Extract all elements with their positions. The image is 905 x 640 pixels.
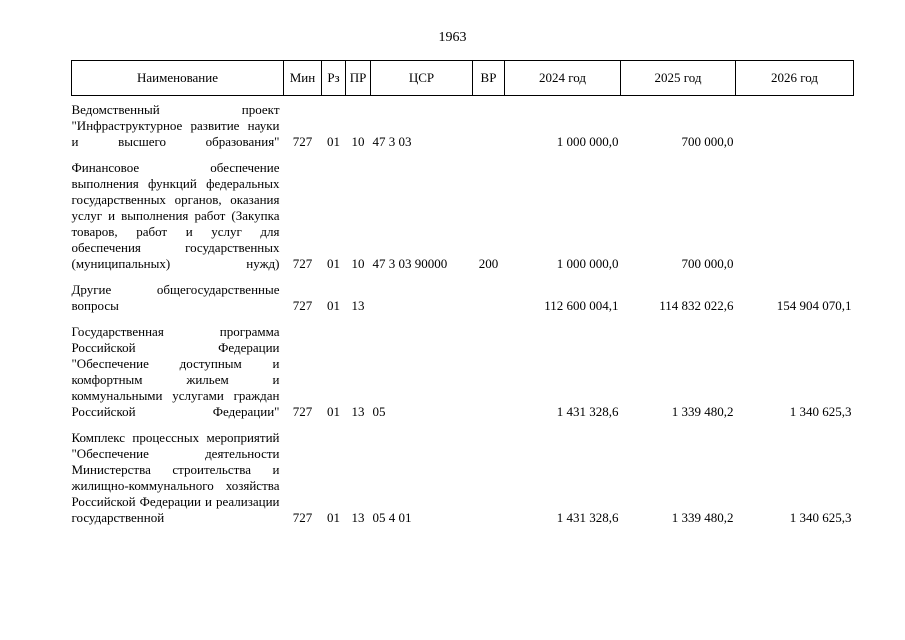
row-2024: 1 431 328,6 bbox=[556, 510, 619, 525]
table-header-row bbox=[72, 61, 854, 96]
row-2025: 700 000,0 bbox=[681, 256, 734, 271]
col-header-min: Мин bbox=[284, 61, 322, 96]
row-2025: 700 000,0 bbox=[681, 134, 734, 149]
row-2026 bbox=[736, 156, 854, 278]
col-header-pr: ПР bbox=[346, 61, 371, 96]
row-2026: 1 340 625,3 bbox=[789, 404, 852, 419]
table-row bbox=[72, 156, 854, 278]
row-vr bbox=[473, 96, 505, 157]
row-2024: 112 600 004,1 bbox=[544, 298, 619, 313]
col-header-2025: 2025 год bbox=[621, 61, 736, 96]
row-pr: 13 bbox=[351, 510, 365, 525]
row-name: Ведомственный проект "Инфраструктурное развитие науки и высшего образования" bbox=[71, 102, 280, 149]
row-min: 727 bbox=[292, 256, 313, 271]
table-row bbox=[72, 426, 854, 532]
col-header-vr: ВР bbox=[473, 61, 505, 96]
row-min: 727 bbox=[292, 134, 313, 149]
page-number: 1963 bbox=[438, 30, 467, 45]
row-2026 bbox=[736, 96, 854, 157]
row-name: Государственная программа Российской Федерации "Обеспечение доступным и комфортным жильем и коммунальными услугами граждан Российской Федерации" bbox=[71, 324, 280, 419]
row-rz: 01 bbox=[327, 134, 340, 149]
table-row bbox=[72, 320, 854, 426]
row-pr: 10 bbox=[351, 256, 365, 271]
row-name: Финансовое обеспечение выполнения функций федеральных государственных органов, оказания услуг и выполнения работ (Закупка товаров, работ и услуг для обеспечения государственных (муниципальных) нужд) bbox=[71, 160, 280, 271]
row-vr bbox=[473, 426, 505, 532]
row-2025: 114 832 022,6 bbox=[659, 298, 734, 313]
row-name: Комплекс процессных мероприятий "Обеспечение деятельности Министерства строительства и жилищно-коммунального хозяйства Российской Федерации и реализации государственной bbox=[71, 430, 280, 525]
row-2024: 1 000 000,0 bbox=[556, 256, 619, 271]
row-min: 727 bbox=[292, 510, 313, 525]
row-rz: 01 bbox=[327, 256, 340, 271]
row-rz: 01 bbox=[327, 298, 340, 313]
row-2024: 1 000 000,0 bbox=[556, 134, 619, 149]
row-min: 727 bbox=[292, 404, 313, 419]
row-pr: 13 bbox=[351, 298, 365, 313]
row-2026: 154 904 070,1 bbox=[776, 298, 852, 313]
col-header-csr: ЦСР bbox=[371, 61, 473, 96]
col-header-2026: 2026 год bbox=[736, 61, 854, 96]
col-header-name: Наименование bbox=[72, 61, 284, 96]
table-row bbox=[72, 278, 854, 320]
row-2025: 1 339 480,2 bbox=[671, 510, 734, 525]
budget-table bbox=[71, 60, 854, 532]
row-csr: 47 3 03 bbox=[372, 134, 412, 149]
row-csr: 05 bbox=[372, 404, 386, 419]
row-2025: 1 339 480,2 bbox=[671, 404, 734, 419]
row-csr: 05 4 01 bbox=[372, 510, 412, 525]
row-rz: 01 bbox=[327, 510, 340, 525]
row-name: Другие общегосударственные вопросы bbox=[71, 282, 280, 313]
table-row bbox=[72, 96, 854, 157]
row-csr: 47 3 03 90000 bbox=[372, 256, 448, 271]
row-2024: 1 431 328,6 bbox=[556, 404, 619, 419]
row-csr bbox=[371, 278, 473, 320]
row-pr: 13 bbox=[351, 404, 365, 419]
col-header-2024: 2024 год bbox=[505, 61, 621, 96]
col-header-rz: Рз bbox=[322, 61, 346, 96]
row-vr: 200 bbox=[478, 256, 499, 271]
row-2026: 1 340 625,3 bbox=[789, 510, 852, 525]
row-vr bbox=[473, 278, 505, 320]
row-min: 727 bbox=[292, 298, 313, 313]
row-pr: 10 bbox=[351, 134, 365, 149]
row-vr bbox=[473, 320, 505, 426]
row-rz: 01 bbox=[327, 404, 340, 419]
